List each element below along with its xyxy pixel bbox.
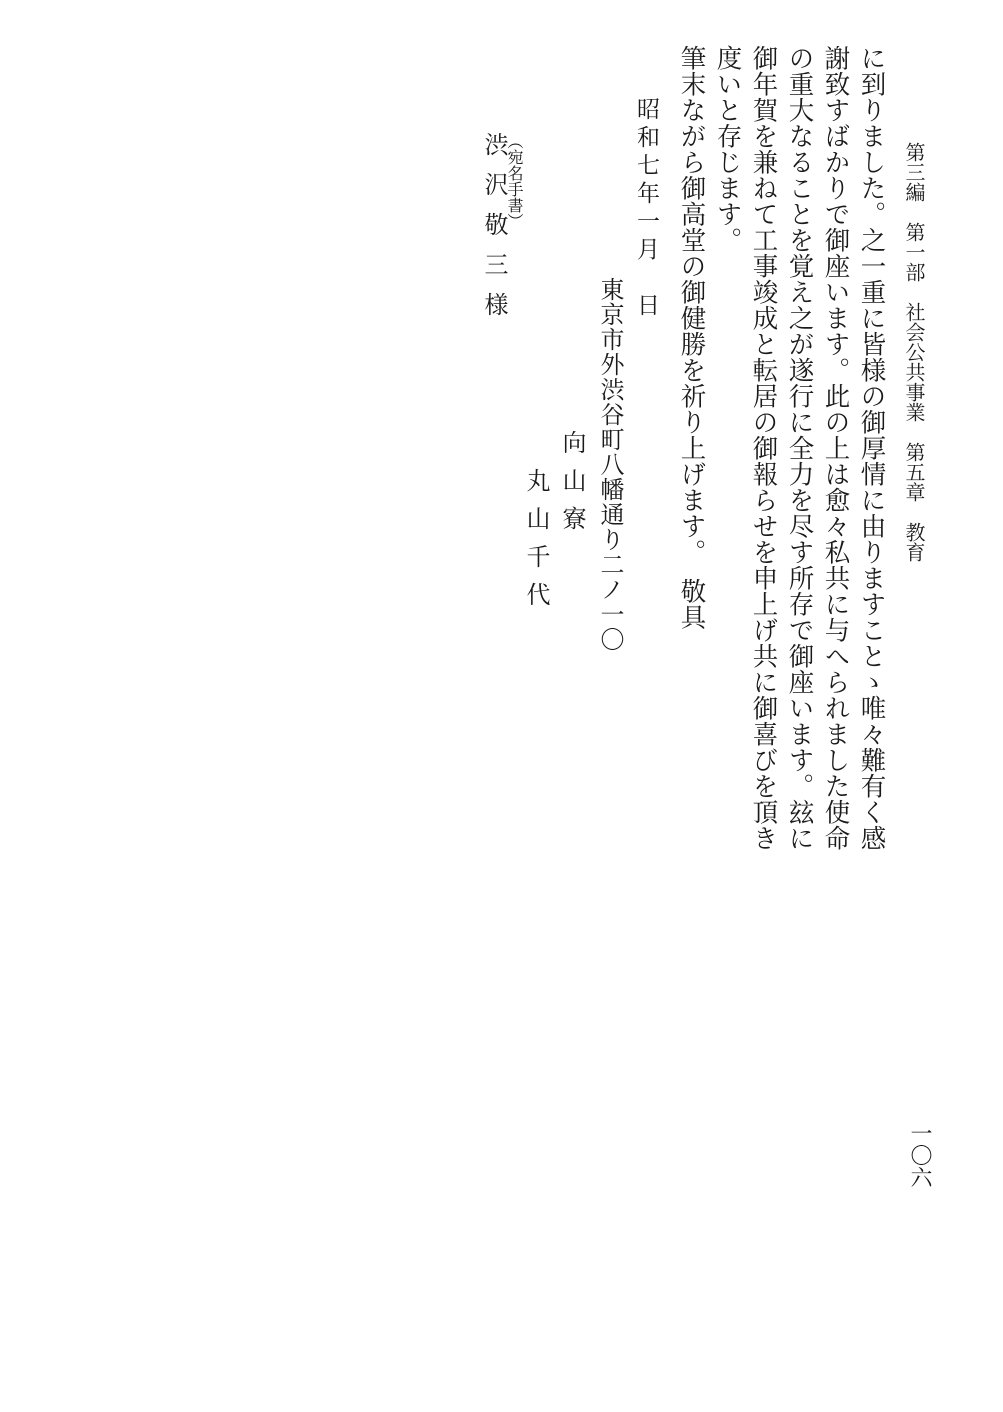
addressee-note: （宛名手書）: [505, 133, 524, 229]
page-number: 一〇六: [907, 1122, 932, 1188]
letter-date: 昭和七年一月 日: [633, 97, 659, 321]
body-column-2: 謝致すばかりで御座います。此の上は愈々私共に与へられました使命: [820, 45, 851, 851]
sender-name: 丸山千代: [522, 468, 550, 620]
body-column-3: の重大なることを覚え之が遂行に全力を尽す所存で御座います。玆に: [784, 45, 815, 851]
body-column-1: に到りました。之一重に皆様の御厚情に由りますことゝ唯々難有く感: [856, 45, 887, 851]
body-column-4: 御年賀を兼ねて工事竣成と転居の御報らせを申上げ共に御喜びを頂き: [748, 45, 779, 851]
addressee-name: 渋沢敬三様: [480, 132, 508, 332]
running-head: 第三編 第一部 社会公共事業 第五章 教育: [902, 142, 926, 562]
body-column-5: 度いと存じます。: [712, 45, 743, 253]
closing-line: 筆末ながら御高堂の御健勝を祈り上げます。 敬具: [676, 45, 707, 631]
sender-org: 向山寮: [558, 430, 586, 544]
sender-address: 東京市外渋谷町八幡通り二ノ一〇: [596, 277, 624, 652]
